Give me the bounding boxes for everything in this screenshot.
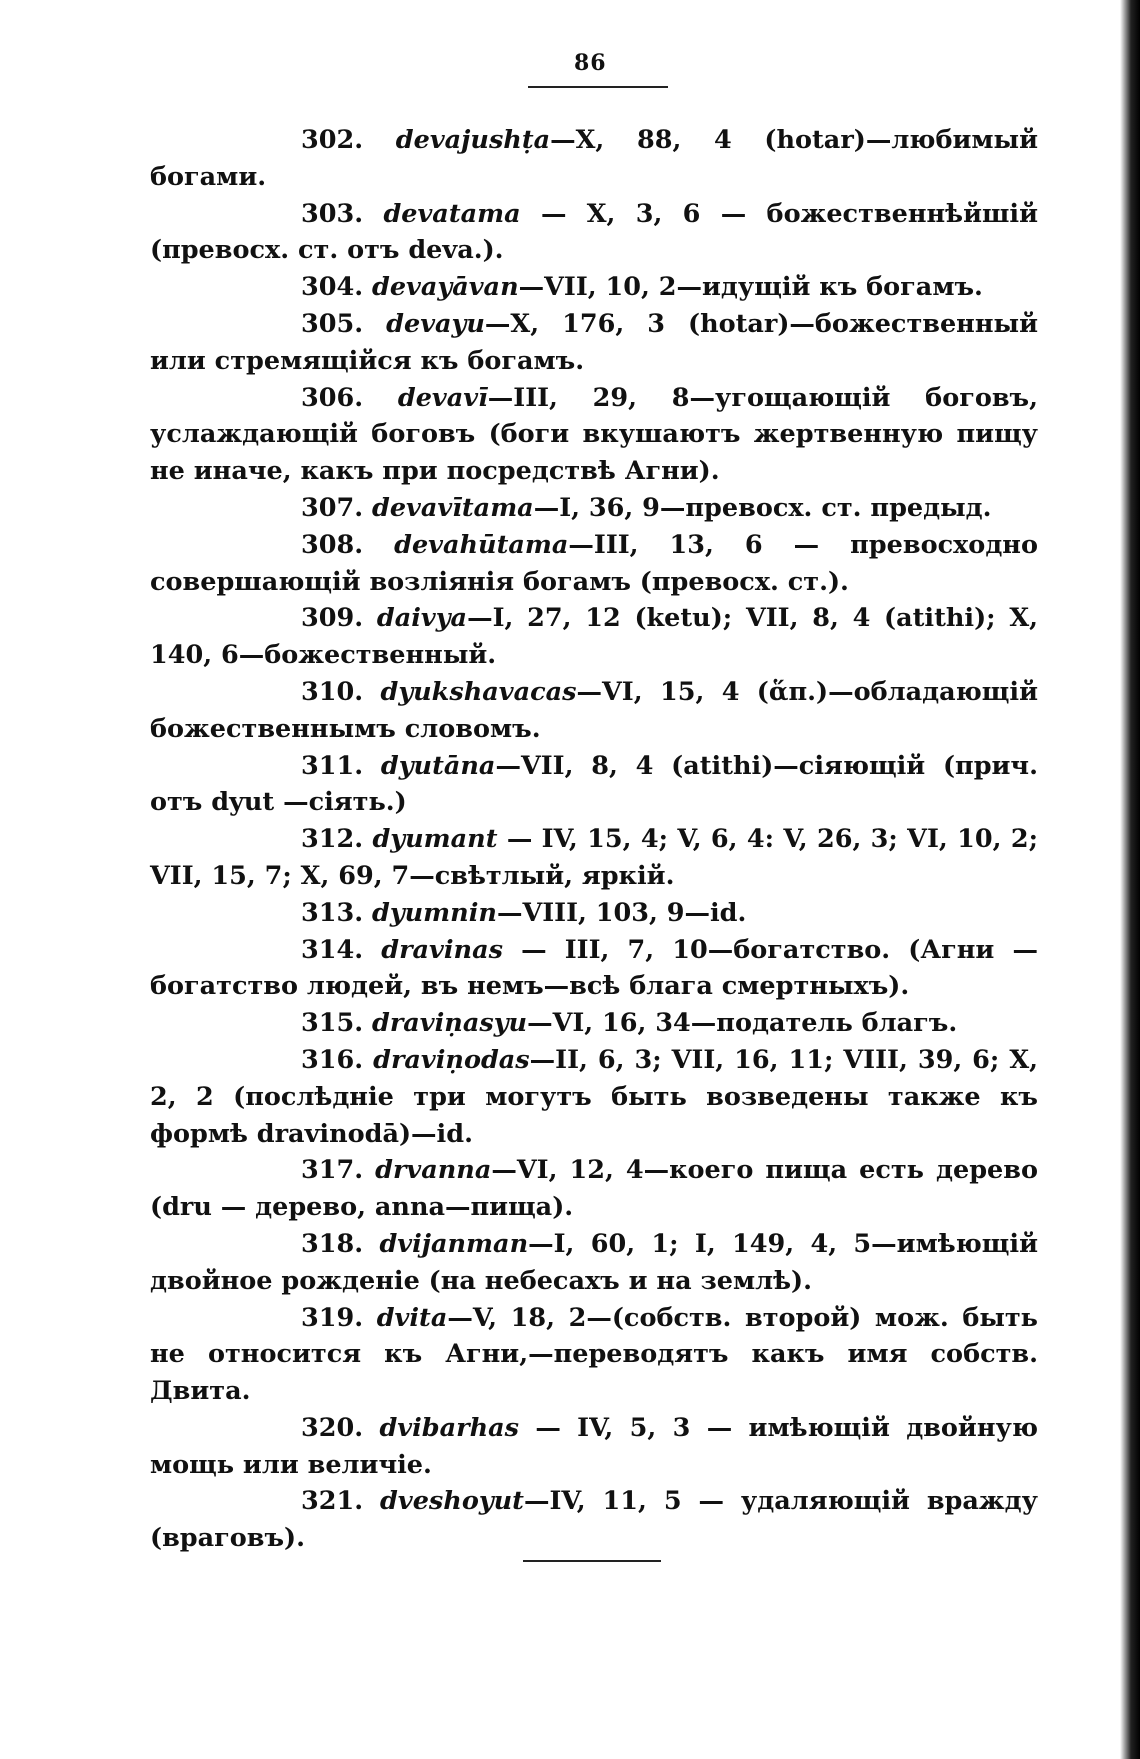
entry-text: —II, 6, 3; VII, 16, 11; VIII, 39, 6; X, 2, 2 (послѣдніе три могутъ быть возведены также къ формѣ dravinodā)—id. — [150, 1044, 1038, 1149]
entry-word: devayāvan — [372, 272, 519, 303]
page-number: 86 — [574, 50, 607, 76]
entry-word: devahūtama — [394, 529, 569, 560]
entry-word: dyutāna — [380, 750, 496, 781]
entry-number: 319. — [301, 1302, 364, 1333]
entry-number: 320. — [301, 1412, 364, 1443]
entry-number: 306. — [301, 382, 364, 413]
entry-number: 305. — [301, 308, 364, 339]
glossary-entry — [150, 1483, 1038, 1557]
glossary-entries — [150, 122, 1038, 1557]
entry-word: dveshoyut — [380, 1486, 524, 1517]
glossary-entry — [150, 380, 1038, 490]
entry-number: 307. — [301, 492, 364, 523]
entry-number: 304. — [301, 272, 364, 303]
entry-text: —X, 176, 3 (hotar)—божественный или стремящійся къ богамъ. — [150, 308, 1038, 376]
entry-text: —I, 36, 9—превосх. ст. предыд. — [533, 492, 992, 523]
glossary-entry — [150, 527, 1038, 601]
entry-text: —VII, 8, 4 (atithi)—сіяющій (прич. отъ dyut —сіять.) — [150, 750, 1038, 818]
entry-text: —I, 60, 1; I, 149, 4, 5—имѣющій двойное рожденіе (на небесахъ и на землѣ). — [150, 1228, 1038, 1296]
glossary-entry — [150, 1042, 1038, 1152]
entry-text: —IV, 11, 5 — удаляющій вражду (враговъ). — [150, 1486, 1038, 1554]
entry-word: dvibarhas — [379, 1412, 519, 1443]
entry-text: — III, 7, 10—богатство. (Агни — богатство людей, въ немъ—всѣ блага смертныхъ). — [150, 934, 1038, 1002]
entry-word: dyukshavacas — [380, 676, 577, 707]
entry-number: 313. — [301, 897, 364, 928]
glossary-entry — [150, 600, 1038, 674]
entry-number: 314. — [301, 934, 364, 965]
entry-word: draviṇasyu — [372, 1008, 528, 1039]
glossary-entry — [150, 748, 1038, 822]
entry-text: —VII, 10, 2—идущій къ богамъ. — [518, 272, 983, 303]
entry-word: devayu — [386, 308, 485, 339]
glossary-entry — [150, 932, 1038, 1006]
glossary-entry — [150, 122, 1038, 196]
scan-edge-shadow — [1120, 0, 1140, 1759]
entry-text: —V, 18, 2—(собств. второй) мож. быть не относится къ Агни,—переводятъ какъ имя собств. Двита. — [150, 1302, 1038, 1407]
entry-text: —VI, 12, 4—коего пища есть дерево (dru — дерево, anna—пища). — [150, 1155, 1038, 1223]
glossary-entry — [150, 196, 1038, 270]
glossary-entry — [150, 1152, 1038, 1226]
page-number-rule — [528, 86, 668, 88]
entry-number: 317. — [301, 1155, 364, 1186]
entry-number: 316. — [301, 1044, 364, 1075]
entry-word: dvita — [376, 1302, 448, 1333]
entry-text: —III, 13, 6 — превосходно совершающій возліянія богамъ (превосх. ст.). — [150, 529, 1038, 597]
entry-word: drvanna — [375, 1155, 492, 1186]
glossary-entry — [150, 1226, 1038, 1300]
entry-word: dyumant — [372, 824, 498, 855]
glossary-entry — [150, 306, 1038, 380]
entry-number: 315. — [301, 1008, 364, 1039]
entry-word: dvijanman — [379, 1228, 529, 1259]
entry-number: 309. — [301, 603, 364, 634]
glossary-entry — [150, 490, 1038, 527]
entry-word: devatama — [383, 198, 521, 229]
glossary-entry — [150, 674, 1038, 748]
glossary-entry — [150, 1300, 1038, 1410]
entry-word: devavītama — [372, 492, 534, 523]
entry-word: draviṇodas — [373, 1044, 530, 1075]
entry-number: 302. — [301, 125, 364, 155]
entry-word: devajushṭa — [395, 125, 551, 155]
entry-text: —X, 88, 4 (hotar)—любимый богами. — [150, 125, 1038, 192]
entry-text: — IV, 5, 3 — имѣющій двойную мощь или величіе. — [150, 1412, 1038, 1480]
entry-text: —VI, 15, 4 (ἅπ.)—обладающій божественнымъ словомъ. — [150, 676, 1038, 744]
entry-word: dravinas — [381, 934, 503, 965]
entry-text: —III, 29, 8—угощающій боговъ, услаждающій боговъ (боги вкушаютъ жертвенную пищу не иначе, какъ при посредствѣ Агни). — [150, 382, 1038, 487]
glossary-entry — [150, 1410, 1038, 1484]
entry-word: daivya — [376, 603, 468, 634]
entry-word: devavī — [397, 382, 488, 413]
entry-number: 312. — [301, 824, 364, 855]
glossary-entry — [150, 1005, 1038, 1042]
entry-word: dyumnin — [372, 897, 497, 928]
entry-text: — X, 3, 6 — божественнѣйшій (превосх. ст. отъ deva.). — [150, 198, 1038, 266]
entry-text: —VIII, 103, 9—id. — [496, 897, 747, 928]
entry-number: 308. — [301, 529, 364, 560]
entry-number: 318. — [301, 1228, 364, 1259]
entry-number: 321. — [301, 1486, 364, 1517]
entry-number: 310. — [301, 676, 364, 707]
entry-text: —I, 27, 12 (ketu); VII, 8, 4 (atithi); X, 140, 6—божественный. — [150, 603, 1038, 671]
glossary-entry — [150, 269, 1038, 306]
entry-text: — IV, 15, 4; V, 6, 4: V, 26, 3; VI, 10, 2; VII, 15, 7; X, 69, 7—свѣтлый, яркій. — [150, 824, 1038, 891]
end-rule — [523, 1560, 661, 1562]
entry-text: —VI, 16, 34—податель благъ. — [527, 1008, 958, 1039]
glossary-entry — [150, 895, 1038, 932]
entry-number: 303. — [301, 198, 364, 229]
entry-number: 311. — [301, 750, 364, 781]
glossary-entry — [150, 821, 1038, 895]
